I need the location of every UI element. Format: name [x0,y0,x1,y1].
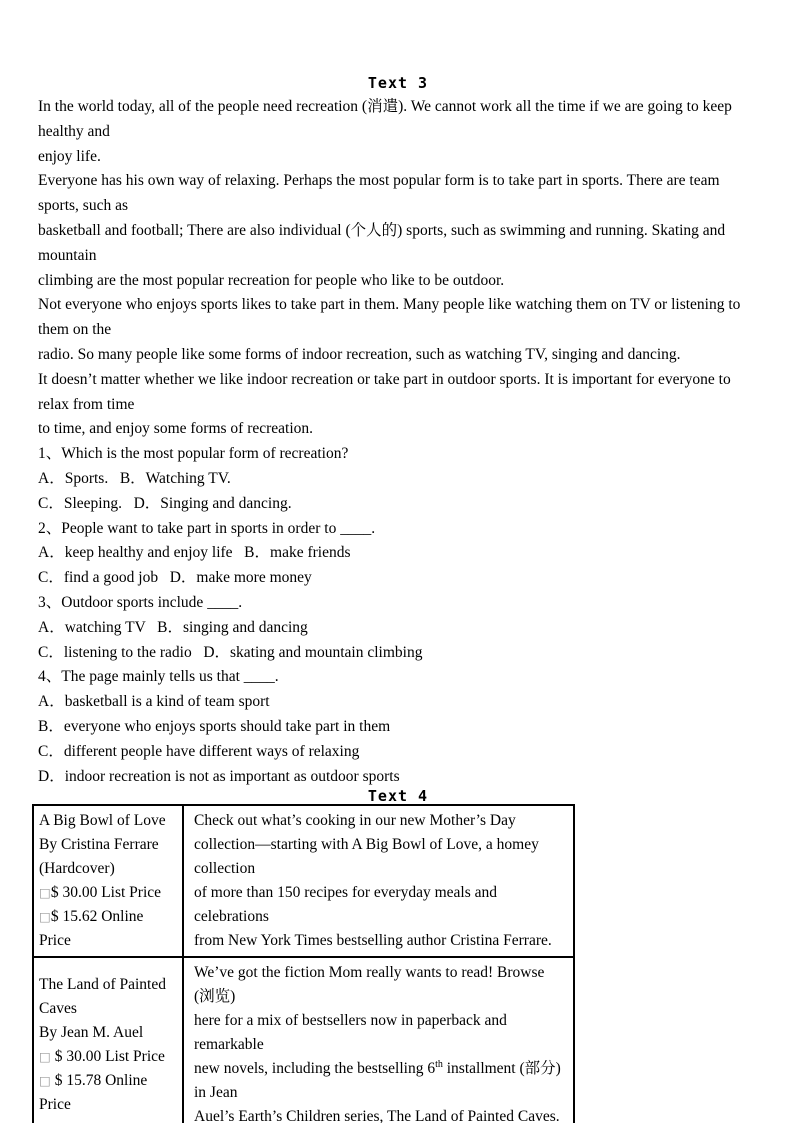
paragraph-line: It doesn’t matter whether we like indoor recreation or take part in outdoor sports. It is important for everyone to relax from time [38,370,735,413]
description-line [194,1057,565,1105]
online-price: $ 15.62 Online Price [39,908,148,950]
passage-text3 [38,95,758,442]
description-line: We’ve got the fiction Mom really wants to read! Browse (浏览) [194,964,549,1006]
description-line: of more than 150 recipes for everyday meals and celebrations [194,884,501,926]
question-stem: 1、Which is the most popular form of recreation? [38,445,349,463]
book-info-cell [33,805,183,957]
online-price: $ 15.78 Online Price [39,1072,152,1114]
question-stem: 2、People want to take part in sports in order to ____. [38,519,376,537]
checkbox-icon: □ [39,885,51,901]
ordinal-superscript: th [435,1059,443,1071]
question-options: A．Sports. B．Watching TV. [38,469,231,487]
question-options: A．watching TV B．singing and dancing [38,618,308,636]
book-listing-table [32,804,575,1123]
paragraph-line: basketball and football; There are also individual (个人的) sports, such as swimming and running. Skating and mountain [38,221,730,264]
book-title: Caves [39,1000,77,1018]
question-options: C．different people have different ways of relaxing [38,742,360,760]
checkbox-icon: □ [39,909,51,925]
table-row [33,805,574,957]
question-options: C．listening to the radio D．skating and mountain climbing [38,643,423,661]
questions-text3 [38,442,758,789]
question-stem: 4、The page mainly tells us that ____. [38,668,279,686]
book-author: By Jean M. Auel [39,1024,144,1042]
question-options: C．find a good job D．make more money [38,569,312,587]
checkbox-icon: □ [39,1073,51,1089]
book-description-cell [183,957,574,1123]
description-line: Auel’s Earth’s Children series, The Land of Painted Caves. [194,1108,560,1123]
paragraph-line: Everyone has his own way of relaxing. Perhaps the most popular form is to take part in sports. There are team sports, such as [38,172,724,215]
price-line [39,881,178,905]
list-price: $ 30.00 List Price [50,884,162,902]
table-row [33,957,574,1123]
book-author: By Cristina Ferrare [39,836,159,854]
paragraph-line: to time, and enjoy some forms of recreation. [38,420,314,438]
list-price: $ 30.00 List Price [50,1048,165,1066]
description-line: from New York Times bestselling author Cristina Ferrare. [194,932,552,950]
description-line: here for a mix of bestsellers now in paperback and remarkable [194,1012,511,1054]
description-line: Check out what’s cooking in our new Mother’s Day [194,812,516,830]
price-line [39,1069,178,1117]
section-heading-text3: Text 3 [367,74,429,92]
price-line [39,1045,178,1069]
book-info-cell [33,957,183,1123]
section-heading-text4: Text 4 [367,787,429,806]
paragraph-line: radio. So many people like some forms of indoor recreation, such as watching TV, singing and dancing. [38,345,681,363]
description-line: collection—starting with A Big Bowl of Love, a homey collection [194,836,543,878]
question-options: B．everyone who enjoys sports should take part in them [38,717,391,735]
book-title: A Big Bowl of Love [39,812,166,830]
question-options: D．indoor recreation is not as important as outdoor sports [38,767,400,785]
book-description-cell [183,805,574,957]
paragraph-line: enjoy life. [38,147,101,165]
description-segment: new novels, including the bestselling 6 [194,1060,436,1078]
description-segment: installment (部分) in Jean [194,1060,565,1102]
paragraph-line: In the world today, all of the people need recreation (消遣). We cannot work all the time if we are going to keep healthy and [38,98,736,140]
price-line [39,905,178,953]
question-options: A．keep healthy and enjoy life B．make friends [38,544,351,562]
paragraph-line: climbing are the most popular recreation for people who like to be outdoor. [38,271,505,289]
question-options: C．Sleeping. D．Singing and dancing. [38,494,292,512]
book-format: (Hardcover) [39,860,115,878]
question-options: A．basketball is a kind of team sport [38,693,270,711]
paragraph-line: Not everyone who enjoys sports likes to take part in them. Many people like watching them on TV or listening to them on the [38,296,745,339]
book-title: The Land of Painted [39,976,166,994]
question-stem: 3、Outdoor sports include ____. [38,593,243,611]
checkbox-icon: □ [39,1049,51,1065]
